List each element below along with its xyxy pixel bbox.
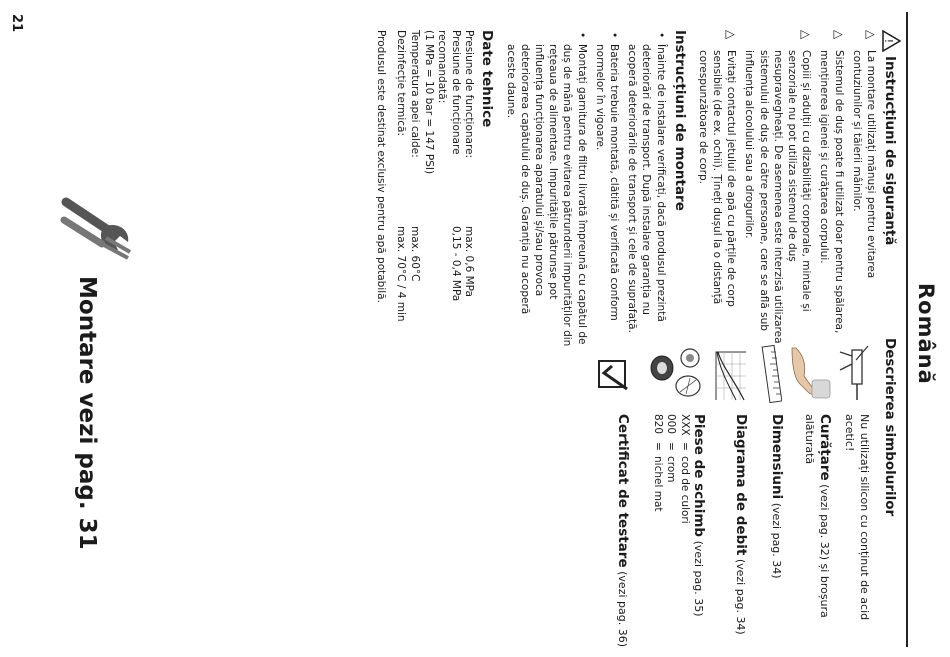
spare-parts-row: Piese de schimb (vezi pag. 35) XXX = cod de culori 000 = crom 820 = nichel mat [636,336,706,648]
symbols-heading: Descrierea simbolurilor [882,338,898,517]
certificate-check-icon [596,358,630,392]
flow-chart-icon [714,344,748,406]
install-item: • Bateria trebuie montată, clătită și verificată conform normelor în vigoare. [593,30,621,348]
safety-heading-row [882,30,898,348]
warning-icon: △ [864,30,878,40]
tech-row: Temperatura apei calde: max. 60°C [408,30,421,282]
tech-row: Dezinfecție termică: max. 70°C / 4 min [395,30,408,322]
warning-triangle-icon [882,30,901,52]
tech-row: Presiune de funcționare recomandată: 0,15 - 0,4 MPa [436,30,462,302]
spare-parts-icon [646,342,706,406]
cleaning-row: Curățare (vezi pag. 32) și broșura alăturată [790,336,832,648]
warning-icon: △ [831,30,846,40]
safety-item: △ La montare utilizați mănuși pentru evitarea contuziunilor și tăierii mâinilor. [850,30,878,279]
install-item: • Înainte de instalare verificați, dacă produsul prezintă deteriorări de transport. După instalare garanția nu acoperă deteriorările de transport și cele de suprafață. [625,30,668,348]
install-heading: Instrucțiuni de montare [671,30,688,211]
title-rule [906,12,908,647]
color-code: 820 = nichel mat [651,414,664,512]
warning-icon: △ [724,30,739,40]
safety-item: △ Evitați contactul jetului de apă cu părțile de corp sensibile (de ex. ochii). Țineți dușul la o distanță corespunzătoare de corp. [696,30,739,307]
svg-text:!: ! [882,38,895,44]
page-number: 21 [9,14,24,33]
left-column [374,30,898,348]
right-column [584,336,898,648]
ruler-icon [760,344,782,406]
silicone-gun-icon [838,344,876,406]
safety-heading: Instrucțiuni de siguranță [882,56,898,246]
safety-item: △ Copiii și adulții cu dizabilități corporale, mintale și senzoriale nu pot utiliza sistemul de duș nesupravegheați. De asemenea este interzisă utilizarea sistemului de duș de către persoane, care se află sub influența alcoolului sau a drogurilor. [743,30,814,344]
certificate-row: Certificat de testare (vezi pag. 36) [590,336,630,648]
no-silicone-row: Nu utilizați silicon cu conținut de acid acetic! [838,336,872,648]
color-code: XXX = cod de culori [679,414,691,524]
safety-item: △ Sistemul de duș poate fi utilizat doar pentru spălarea, menținerea igienei și curățarea corpului. [818,30,846,334]
technical-heading: Date tehnice [479,30,496,128]
color-code: 000 = crom [665,414,678,483]
potable-water-note: Produsul este destinat exclusiv pentru apă potabilă. [374,30,387,303]
tools-icon [60,190,136,264]
language-title: Română [914,283,938,385]
flow-diagram-row: Diagrama de debit (vezi pag. 34) [712,336,748,648]
tech-row: Presiune de funcționare: max. 0,6 MPa [463,30,476,297]
mount-reference [46,190,136,550]
dimensions-row: Dimensiuni (vezi pag. 34) [754,336,784,648]
install-item: • Montați garnitura de filtru livrată împreună cu capătul de duș de mână pentru evitarea pătrunderii impurităților din rețeaua de alimentare. Impuritățile pătrunse pot influența funcționarea aparatului și/sau provoca deteriorarea capătului de duș. Garanția nu acoperă aceste daune. [503,30,588,348]
warning-icon: △ [799,30,814,40]
mount-reference-text: Montare vezi pag. 31 [74,276,100,550]
tech-row: (1 MPa = 10 bar = 147 PSI) [422,30,435,175]
cleaning-hand-icon [790,344,834,406]
